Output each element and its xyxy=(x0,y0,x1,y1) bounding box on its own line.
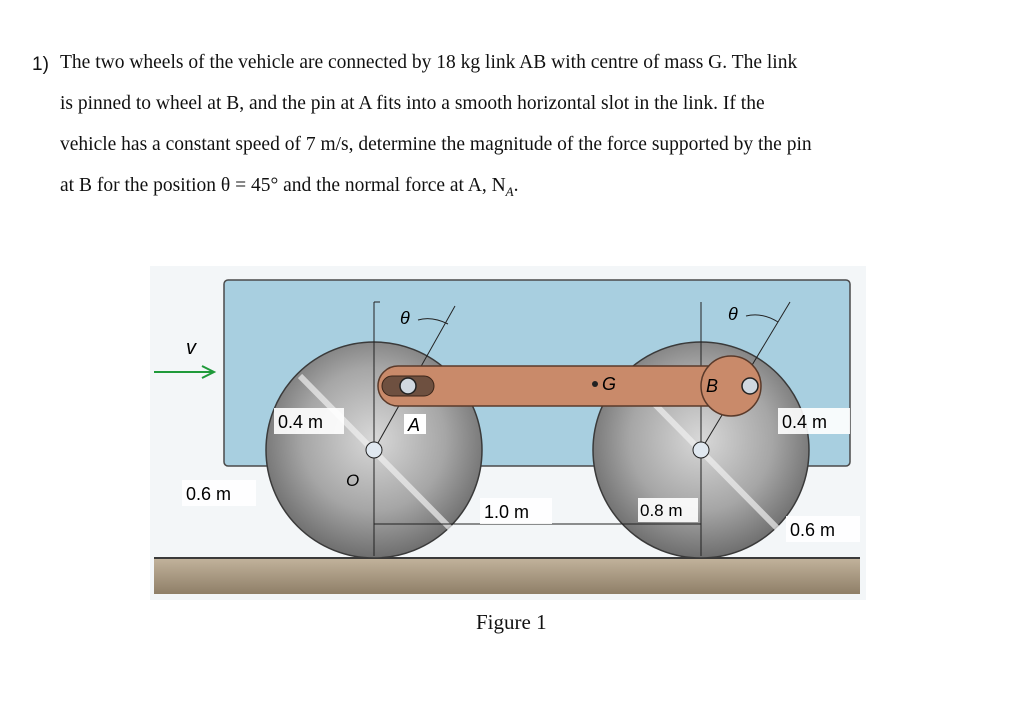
problem-line-4-text: at B for the position θ = 45° and the normal force at A, N xyxy=(60,175,506,196)
label-g: G xyxy=(602,374,617,394)
figure-caption: Figure 1 xyxy=(476,610,547,634)
dim-right-wheel-radius: 0.6 m xyxy=(790,520,836,540)
dim-right-pin-radius: 0.4 m xyxy=(782,412,828,432)
label-o: O xyxy=(346,471,360,490)
pin-a xyxy=(400,378,416,394)
label-b: B xyxy=(706,376,719,396)
right-hub xyxy=(693,442,709,458)
left-hub xyxy=(366,442,382,458)
right-theta-label: θ xyxy=(728,304,738,324)
dim-left-wheel-radius: 0.6 m xyxy=(186,484,232,504)
problem-line-4 xyxy=(60,175,519,200)
dim-left-pin-radius: 0.4 m xyxy=(278,412,324,432)
problem-line-3: vehicle has a constant speed of 7 m/s, determine the magnitude of the force supported by the pin xyxy=(60,134,812,155)
velocity-label: v xyxy=(186,337,196,359)
problem-line-2: is pinned to wheel at B, and the pin at A fits into a smooth horizontal slot in the link. If the xyxy=(60,93,765,114)
problem-line-4-end: . xyxy=(513,175,519,196)
normal-force-subscript: A xyxy=(505,183,514,199)
label-a: A xyxy=(408,415,421,435)
pin-b xyxy=(742,378,758,394)
problem-number: 1) xyxy=(32,54,49,75)
dim-span-2: 0.8 m xyxy=(640,501,683,520)
center-of-mass-g xyxy=(592,381,598,387)
vehicle-diagram xyxy=(150,266,866,600)
dim-span-1: 1.0 m xyxy=(484,502,530,522)
vehicle-figure xyxy=(150,266,866,600)
left-theta-label: θ xyxy=(400,308,410,328)
problem-line-1: The two wheels of the vehicle are connected by 18 kg link AB with centre of mass G. The link xyxy=(60,52,798,73)
ground xyxy=(154,558,860,594)
